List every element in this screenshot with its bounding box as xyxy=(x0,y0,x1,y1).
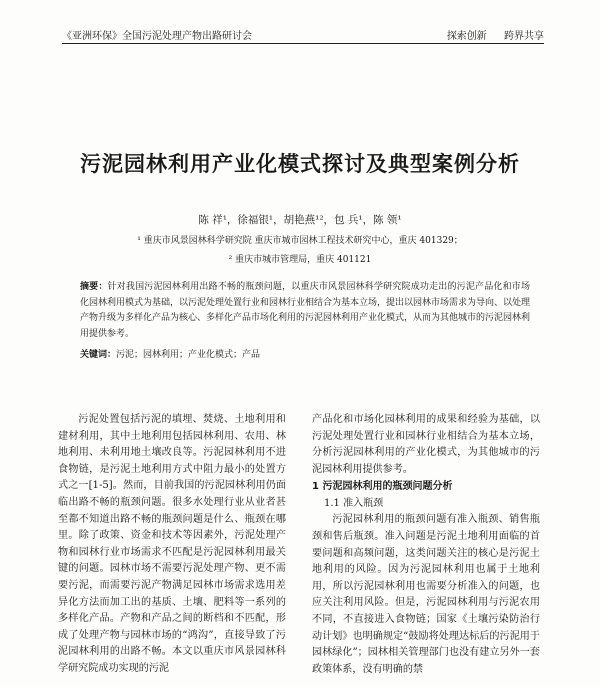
abstract-label: 摘要： xyxy=(80,282,108,292)
affiliation-2: ² 重庆市城市管理局，重庆 401121 xyxy=(228,255,372,265)
abstract-text: 针对我国污泥园林利用出路不畅的瓶颈问题，以重庆市风景园林科学研究院成功走出的污泥产品化和市场化园林利用模式为基础，以污泥处理处置行业和园林行业相结合为基本立场，提出以园林市场需求为导向、以处理产物升级为多样化产品为核心、多样化产品市场化利用的污泥园林利用产业化模式，从而为其他城市的污泥园林利用提供参考。 xyxy=(80,282,531,339)
intro-paragraph-continuation: 产品化和市场化园林利用的成果和经验为基础，以污泥处理处置行业和园林行业相结合为基本立场，分析污泥园林利用的产业化模式，为其他城市的污泥园林利用提供参考。 xyxy=(312,414,540,475)
header-slogan-2: 跨界共享 xyxy=(504,31,544,42)
author-list: 陈 祥¹，徐福银¹，胡艳燕¹²，包 兵¹，陈 领¹ xyxy=(198,214,402,226)
abstract xyxy=(80,280,530,342)
affiliations xyxy=(0,232,600,270)
header-conference-name: 《亚洲环保》全国污泥处理产物出路研讨会 xyxy=(62,31,252,42)
header-slogan xyxy=(447,27,544,42)
body-column-left xyxy=(58,412,286,678)
header-divider xyxy=(62,43,544,44)
intro-paragraph: 污泥处置包括污泥的填埋、焚烧、土地利用和建材利用，其中土地利用包括园林利用、农用、林地利用、未利用地土壤改良等。污泥园林利用不进食物链，是污泥土地利用方式中阻力最小的处置方式之一[1-5]。然而，目前我国的污泥园林利用仍面临出路不畅的瓶颈问题。很多水处理行业从业者甚至都不知道出路不畅的瓶颈问题是什么、瓶颈在哪里。除了政策、资金和技术等因素外，污泥处理产物和园林行业市场需求不匹配是污泥园林利用最关键的问题。园林市场不需要污泥处理产物、更不需要污泥，而需要污泥产物满足园林市场需求选用差异化方法而加工出的基质、土壤、肥料等一系列的多样化产品。产物和产品之间的断档和不匹配，形成了处理产物与园林市场的“鸿沟”，直接导致了污泥园林利用的出路不畅。本文以重庆市风景园林科学研究院成功实现的污泥 xyxy=(58,414,286,674)
keywords xyxy=(80,348,530,363)
keywords-label: 关键词： xyxy=(80,350,117,360)
paper-title: 污泥园林利用产业化模式探讨及典型案例分析 xyxy=(80,152,520,176)
keywords-text: 污泥；园林利用；产业化模式；产品 xyxy=(116,350,261,360)
body-column-right xyxy=(312,412,540,678)
subsection-heading-1-1: 1.1 准入瓶颈 xyxy=(324,498,384,510)
section-1-paragraph: 污泥园林利用的瓶颈问题有准入瓶颈、销售瓶颈和售后瓶颈。准入问题是污泥土地利用面临的首要问题和高频问题，这类问题关注的核心是污泥土地利用的风险。因为污泥园林利用也属于土地利用，所以污泥园林利用也需要分析准入的问题，也应关注利用风险。但是，污泥园林利用与污泥农用不同，不直接进入食物链；国家《土壤污染防治行动计划》也明确规定“鼓励将处理达标后的污泥用于园林绿化”；园林相关管理部门也没有建立另外一套政策体系，没有明确的禁 xyxy=(312,514,540,675)
section-heading-1: 1 污泥园林利用的瓶颈问题分析 xyxy=(312,481,453,493)
running-header xyxy=(62,22,544,42)
header-slogan-1: 探索创新 xyxy=(446,31,487,42)
affiliation-1: ¹ 重庆市风景园林科学研究院 重庆市城市园林工程技术研究中心，重庆 401329； xyxy=(137,236,463,246)
